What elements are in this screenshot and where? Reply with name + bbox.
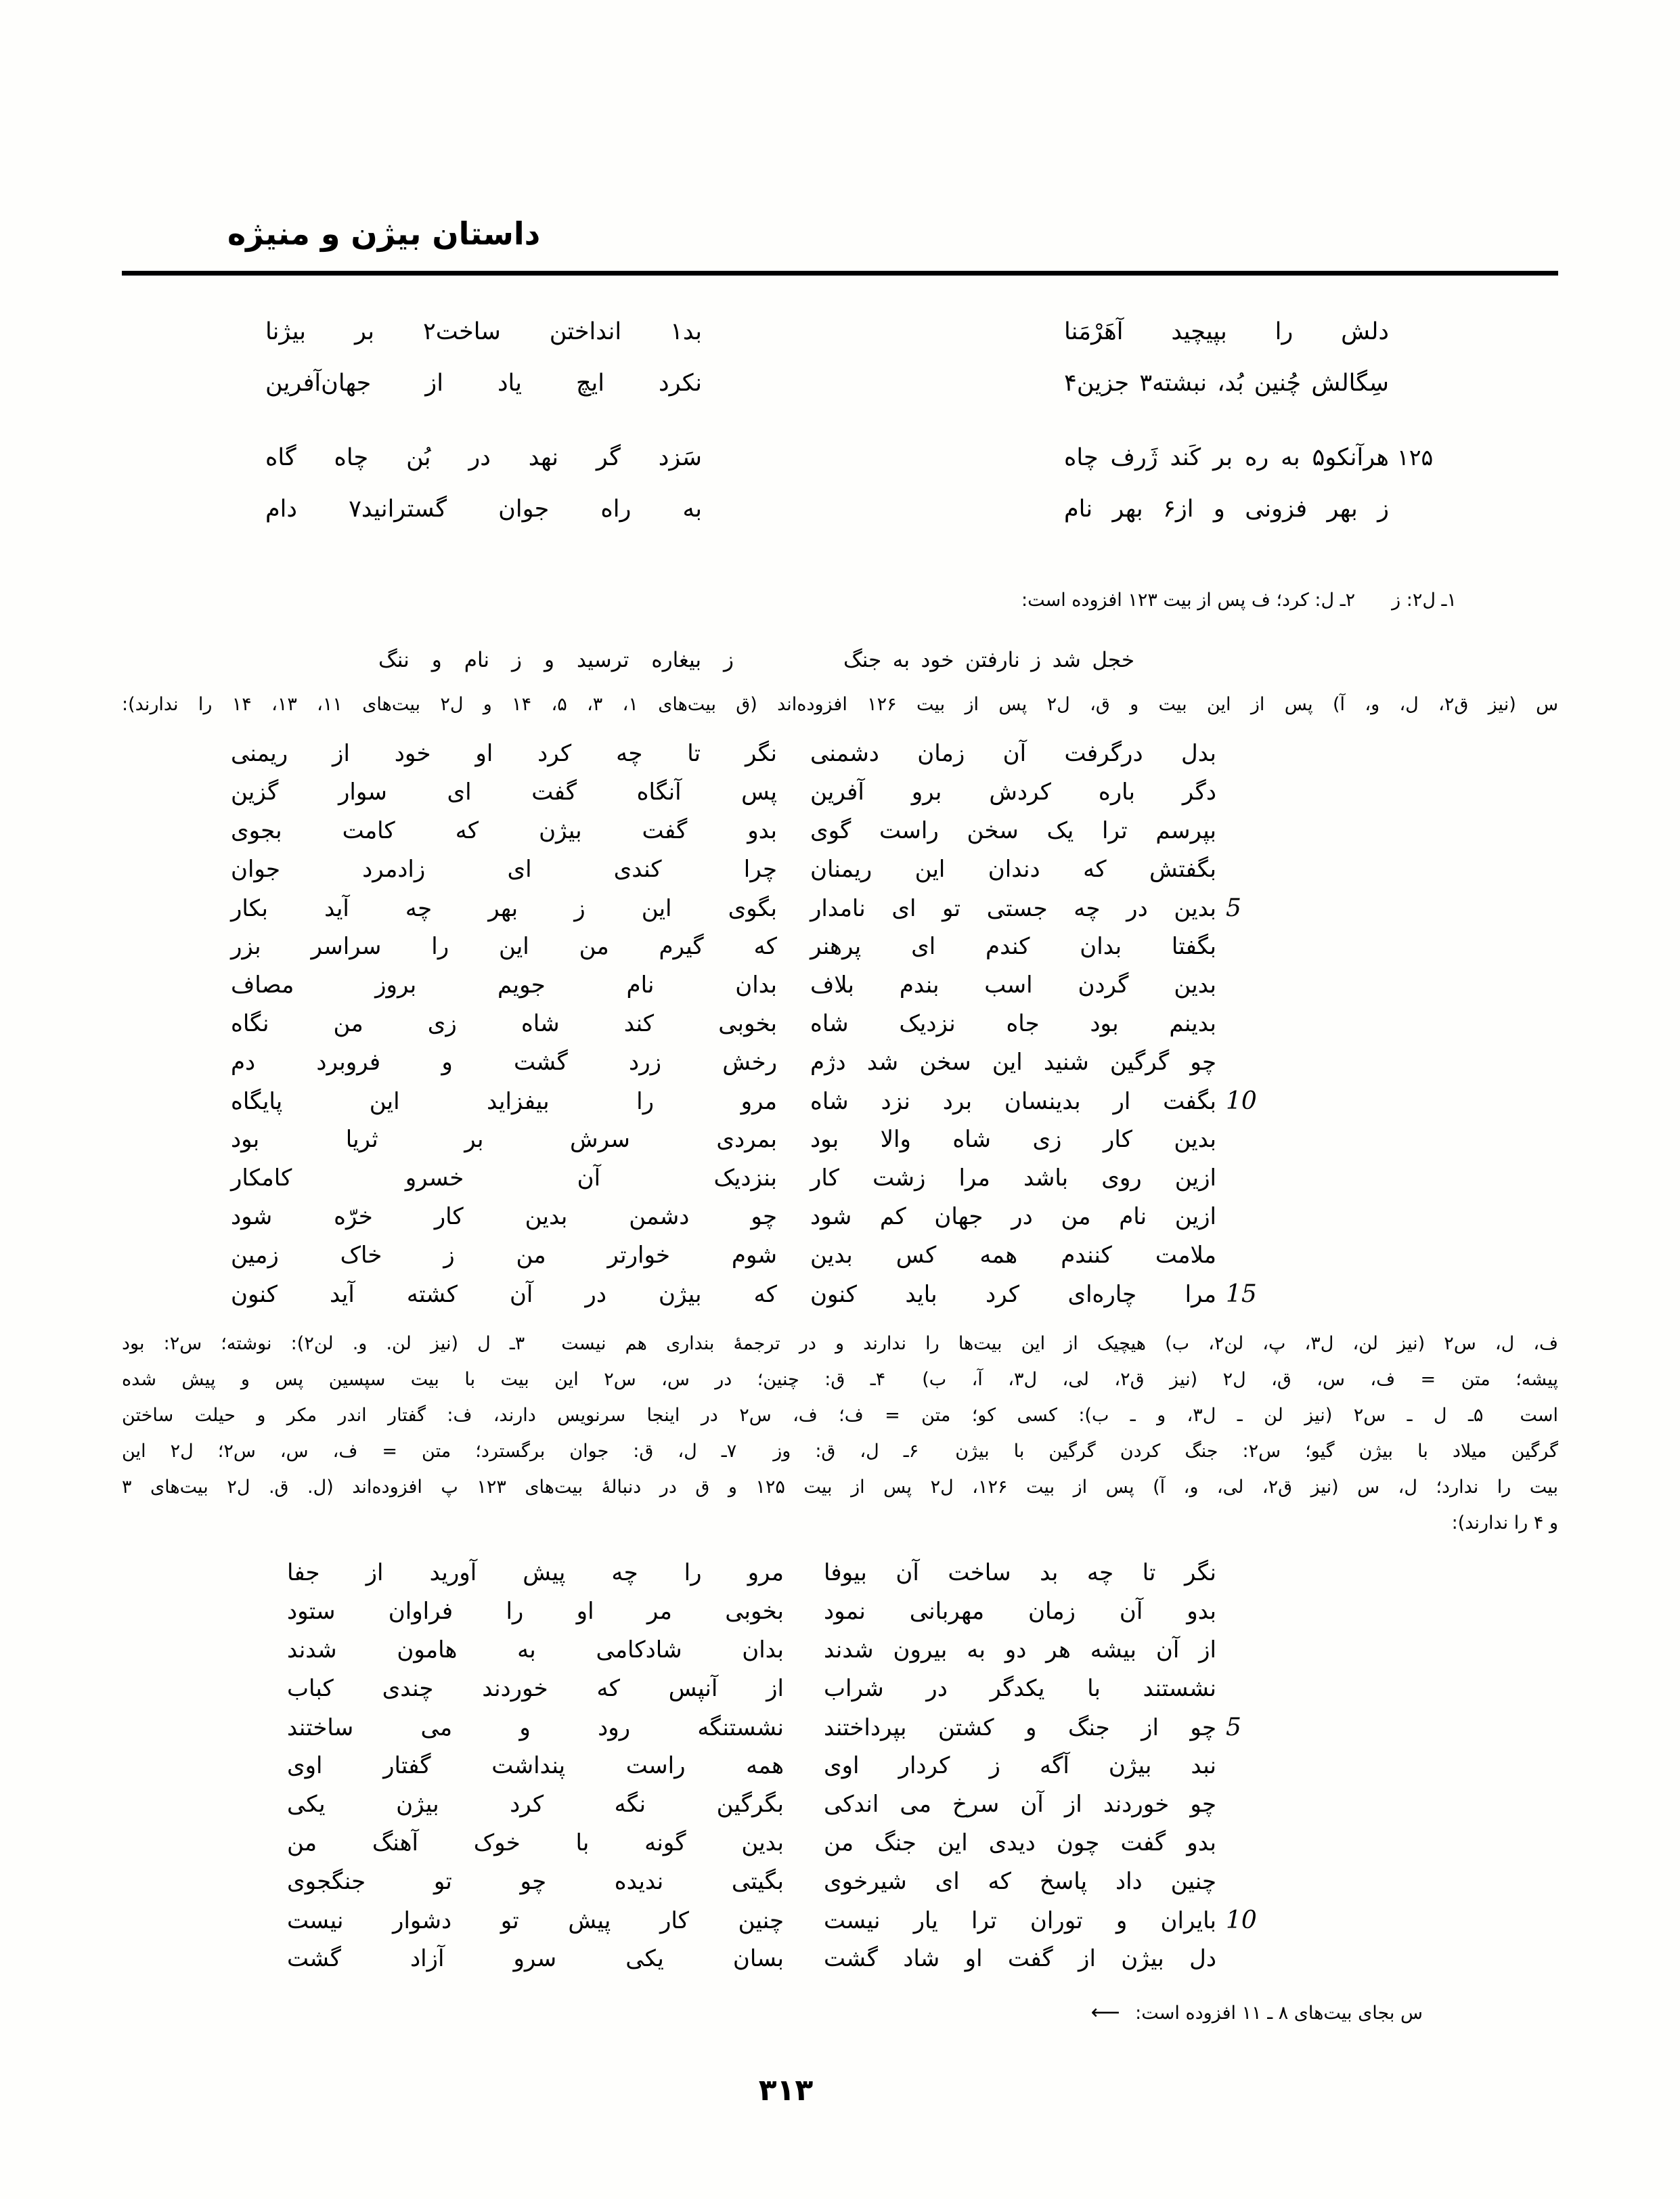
hemistich-left: بدو گفت بیژن که کامت بجوی — [231, 817, 777, 844]
apparatus-note-line: س (نیز ق۲، ل، و، آ) پس از این بیت و ق، ل۲ پس از بیت ۱۲۶ افزوده‌اند (ق بیت‌های ۱، ۳، ۵، ۱۴ و ل۲ بیت‌های ۱۱، ۱۳، ۱۴ را ندارند): — [122, 694, 1559, 715]
hemistich-left: مرو را بیفزاید این پایگاه — [231, 1088, 777, 1115]
hemistich-right: بدین در چه جستی تو ای نامدار — [810, 895, 1216, 922]
verse-margin-number: 5 — [1226, 894, 1241, 922]
apparatus-note-text: س بجای بیت‌های ۸ ـ ۱۱ افزوده است: — [1135, 2003, 1423, 2024]
hemistich-right: چو خوردند از آن سرخ می اندکی — [824, 1791, 1216, 1818]
hemistich-right: دل بیژن از گفت او شاد گشت — [824, 1945, 1216, 1972]
hemistich-right: چو گرگین شنید این سخن شد دژم — [810, 1049, 1216, 1076]
hemistich-right: بگفت ار بدینسان برد نزد شاه — [810, 1088, 1216, 1115]
hemistich-left: چرا کندی ای زادمرد جوان — [231, 856, 777, 883]
hemistich-right: دلش را بپیچید آهَرْمَنا — [1064, 318, 1389, 345]
hemistich-left: به راه جوان گسترانید۷ دام — [265, 496, 702, 523]
hemistich-right: بدینم بود جاه نزدیک شاه — [810, 1010, 1216, 1037]
hemistich-left: بگیتی ندیده چو تو جنگجوی — [287, 1868, 784, 1895]
apparatus-note-line: است ۵ـ ل ـ س۲ (نیز لن ـ ل۳، و ـ ب): کسی کو؛ متن = ف؛ ف، س۲ در اینجا سرنویس دارند، ف: گفتار اندر مکر و حیلت ساختن — [122, 1405, 1559, 1426]
hemistich-right: بدو گفت چون دیدی این جنگ من — [824, 1829, 1216, 1856]
couplet-row — [122, 735, 1558, 773]
verse-margin-number: ۱۲۵ — [1397, 444, 1434, 471]
hemistich-right: بپرسم ترا یک سخن راست گوی — [810, 817, 1216, 844]
couplet-row — [122, 1082, 1558, 1120]
couplet-row — [122, 1159, 1558, 1198]
couplet-row — [122, 1631, 1558, 1670]
hemistich-left: نکرد ایچ یاد از جهان‌آفرین — [265, 370, 702, 397]
verse-margin-number: 15 — [1226, 1280, 1257, 1308]
hemistich-left: بنزدیک آن خسرو کامکار — [231, 1164, 777, 1192]
apparatus-added-couplet — [122, 639, 1558, 681]
hemistich-right: مرا چاره‌ای کرد باید کنون — [810, 1281, 1216, 1308]
hemistich-left: بگوی این ز بهر چه آید بکار — [231, 895, 777, 922]
hemistich-left: بخوبی مر او را فراوان ستود — [287, 1598, 784, 1625]
apparatus-note-line: ف، ل، س۲ (نیز لن، ل۳، پ، لن۲، ب) هیچیک از این بیت‌ها را ندارند و در ترجمهٔ بنداری هم نیست ۳ـ ل (نیز لن. و. لن۲): نوشته؛ س۲: بود — [122, 1333, 1559, 1354]
hemistich-right: چو از جنگ و کشتن بپرداختند — [824, 1714, 1216, 1741]
couplet-row — [122, 1005, 1558, 1043]
couplet-row — [122, 966, 1558, 1005]
couplet-row — [122, 928, 1558, 966]
verse-block-main — [122, 306, 1558, 535]
continuation-left-arrow-icon: ⟵ — [1090, 2001, 1120, 2024]
hemistich-right: ز بهر فزونی و از۶ بهر نام — [1064, 496, 1389, 523]
apparatus-note-line: و ۴ را ندارند): — [1451, 1512, 1558, 1533]
hemistich-right: بدل درگرفت آن زمان دشمنی — [810, 740, 1216, 767]
hemistich-left: بخوبی کند شاه زی من نگاه — [231, 1010, 777, 1037]
hemistich-left: مرو را چه پیش آورید از جفا — [287, 1559, 784, 1586]
apparatus-continuation-note — [122, 1996, 1558, 2030]
hemistich-left: شوم خوارتر من ز خاک زمین — [231, 1242, 777, 1269]
apparatus-note-line: پیشه؛ متن = ف، س، ق، ل۲ (نیز ق۲، لی، ل۳، آ، ب) ۴ـ ق: چنین؛ در س، س۲ این بیت با بیت سپسین پس و پیش شده — [122, 1369, 1559, 1390]
couplet-row — [122, 432, 1558, 483]
page-number: ۳۱۳ — [758, 2073, 814, 2108]
hemistich-right: نشستند با یکدگر در شراب — [824, 1675, 1216, 1702]
hemistich-left: بگرگین نگه کرد بیژن یکی — [287, 1791, 784, 1818]
hemistich-left: بمردی سرش بر ثریا بود — [231, 1126, 777, 1153]
hemistich-right: ازین روی باشد مرا زشت کار — [810, 1164, 1216, 1192]
hemistich-right: بگفتش که دندان این ریمنان — [810, 856, 1216, 883]
hemistich-left: چنین کار پیش تو دشوار نیست — [287, 1907, 784, 1934]
verse-margin-number: 10 — [1226, 1087, 1257, 1115]
couplet-row — [122, 1940, 1558, 1978]
verse-margin-number: 5 — [1226, 1714, 1241, 1741]
couplet-row — [122, 1670, 1558, 1708]
hemistich-left: بدین گونه با خوک آهنگ من — [287, 1829, 784, 1856]
running-header-title: داستان بیژن و منیژه — [227, 215, 541, 252]
couplet-row — [122, 812, 1558, 850]
couplet-row — [122, 1863, 1558, 1901]
couplet-row — [122, 483, 1558, 535]
hemistich-right: بدو آن زمان مهربانی نمود — [824, 1598, 1216, 1625]
hemistich-left: بسان یکی سرو آزاد گشت — [287, 1945, 784, 1972]
verse-margin-number: 10 — [1226, 1907, 1257, 1934]
hemistich-left: که بیژن در آن کشته آید کنون — [231, 1281, 777, 1308]
hemistich-right: سِگالش چُنین بُد، نبشته۳ جزین۴ — [1064, 370, 1389, 397]
apparatus-note-line: ۱ـ ل۲: ز ۲ـ ل: کرد؛ ف پس از بیت ۱۲۳ افزوده است: — [1021, 590, 1457, 611]
couplet-row — [122, 1785, 1558, 1824]
couplet-row — [122, 1120, 1558, 1159]
hemistich-left: نگر تا چه کرد او خود از ریمنی — [231, 740, 777, 767]
couplet-row — [122, 1824, 1558, 1863]
couplet-row — [122, 1198, 1558, 1236]
couplet-row — [122, 1236, 1558, 1275]
couplet-row — [122, 1554, 1558, 1592]
verse-block-variant-11 — [122, 1554, 1558, 1978]
hemistich-left: ز بیغاره ترسید و ز نام و ننگ — [378, 648, 734, 672]
hemistich-left: بدان شادکامی به هامون شدند — [287, 1636, 784, 1663]
couplet-row — [122, 1275, 1558, 1313]
couplet-row — [122, 1901, 1558, 1940]
hemistich-right: خجل شد ز نارفتن خود به جنگ — [843, 648, 1134, 672]
hemistich-left: نشستنگه رود و می ساختند — [287, 1714, 784, 1741]
hemistich-right: دگر باره کردش برو آفرین — [810, 779, 1216, 806]
header-rule — [122, 271, 1558, 276]
verse-block-variant-15 — [122, 735, 1558, 1313]
hemistich-right: بدین کار زی شاه والا بود — [810, 1126, 1216, 1153]
hemistich-right: از آن بیشه هر دو به بیرون شدند — [824, 1636, 1216, 1663]
couplet-row — [122, 357, 1558, 409]
hemistich-left: که گیرم من این را سراسر بزر — [231, 933, 777, 960]
hemistich-left: رخش زرد گشت و فروبرد دم — [231, 1049, 777, 1076]
couplet-row — [122, 1592, 1558, 1631]
hemistich-left: پس آنگاه گفت ای سوار گزین — [231, 779, 777, 806]
hemistich-right: بگفتا بدان کندم ای پرهنر — [810, 933, 1216, 960]
hemistich-left: بدان نام جویم بروز مصاف — [231, 972, 777, 999]
apparatus-note-line: گرگین میلاد با بیژن گیو؛ س۲: جنگ کردن گرگین با بیژن ۶ـ ل، ق: وز ۷ـ ل، ق: جوان برگسترد؛ متن = ف، س، س۲؛ ل۲ این — [122, 1441, 1558, 1462]
hemistich-right: هرآنکو۵ به ره بر کَند ژَرف چاه — [1064, 444, 1389, 471]
hemistich-right: ازین نام من در جهان کم شود — [810, 1203, 1216, 1230]
couplet-row — [122, 306, 1558, 357]
hemistich-left: از آنپس که خوردند چندی کباب — [287, 1675, 784, 1702]
hemistich-left: چو دشمن بدین کار خرّه شود — [231, 1203, 777, 1230]
couplet-row — [122, 889, 1558, 928]
hemistich-left: همه راست پنداشت گفتار اوی — [287, 1752, 784, 1779]
hemistich-right: بدین گردن اسب بندم بلاف — [810, 972, 1216, 999]
hemistich-right: نگر تا چه بد ساخت آن بیوفا — [824, 1559, 1216, 1586]
couplet-row — [122, 850, 1558, 889]
hemistich-right: چنین داد پاسخ که ای شیرخوی — [824, 1868, 1216, 1895]
hemistich-right: بایران و توران ترا یار نیست — [824, 1907, 1216, 1934]
hemistich-left: سَزد گر نهد در بُن چاه گاه — [265, 444, 702, 471]
couplet-row — [122, 1708, 1558, 1747]
apparatus-note-line: بیت را ندارد؛ ل، س (نیز ق۲، لی، و، آ) پس از بیت ۱۲۶، ل۲ پس از بیت ۱۲۵ و ق در دنبالهٔ بیت‌های ۱۲۳ پ افزوده‌اند (ل. ق. ل۲ بیت‌های ۳ — [122, 1477, 1559, 1498]
couplet-row — [122, 773, 1558, 812]
hemistich-right: نبد بیژن آگه ز کردار اوی — [824, 1752, 1216, 1779]
hemistich-right: ملامت کنندم همه کس بدین — [810, 1242, 1216, 1269]
couplet-row — [122, 1747, 1558, 1785]
apparatus-paragraph — [122, 1326, 1558, 1541]
couplet-row — [122, 1043, 1558, 1082]
hemistich-left: بد۱ انداختن ساخت۲ بر بیژنا — [265, 318, 702, 345]
